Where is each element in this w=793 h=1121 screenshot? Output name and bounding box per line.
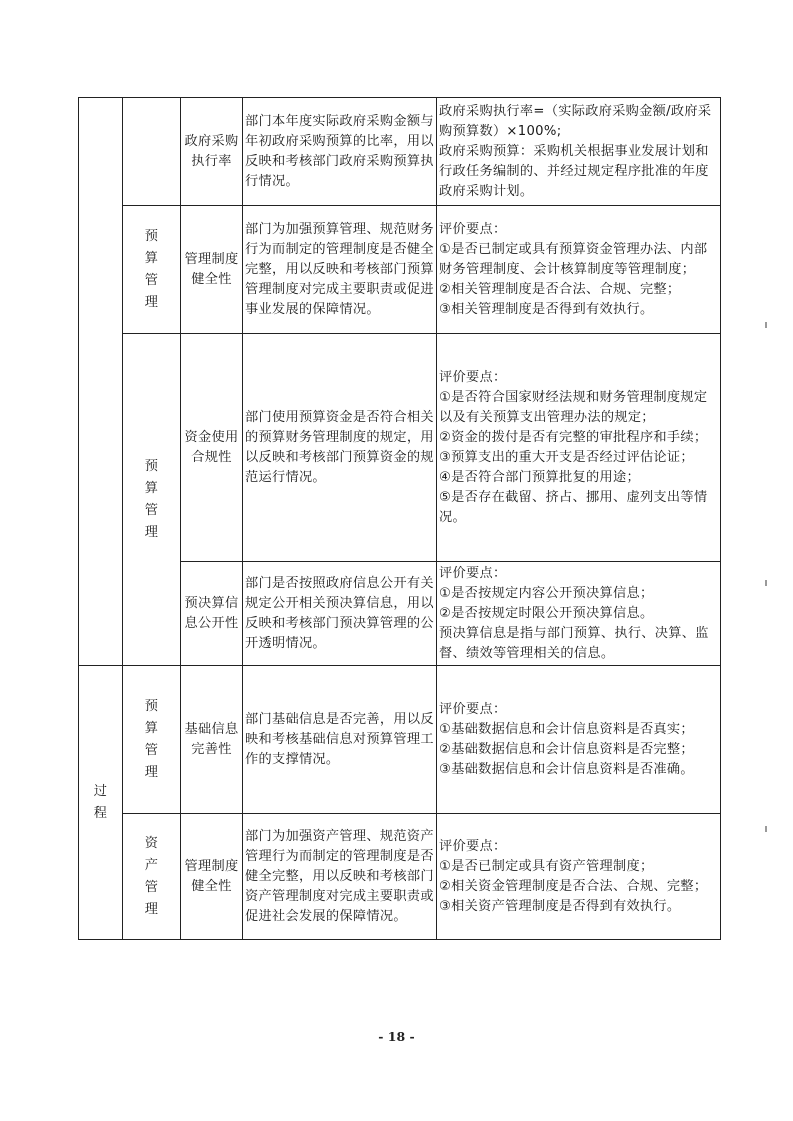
explanation-text: 部门使用预算资金是否符合相关的预算财务管理制度的规定，用以反映和考核部门预算资金的规范运行情况。	[245, 409, 434, 485]
category-cell	[123, 206, 181, 334]
category-cell	[123, 334, 181, 666]
criteria-text: 评价要点： ①是否已制定或具有预算资金管理办法、内部财务管理制度、会计核算制度等管理制度； ②相关管理制度是否合法、合规、完整； ③相关管理制度是否得到有效执行。	[439, 221, 708, 317]
indicator-text: 政府采购执行率	[184, 133, 239, 169]
indicator-cell	[181, 98, 243, 206]
criteria-text: 评价要点： ①是否按规定内容公开预决算信息； ②是否按规定时限公开预决算信息。 预决算信息是指与部门预算、执行、决算、监督、绩效等管理相关的信息。	[439, 565, 709, 661]
criteria-text: 评价要点： ①基础数据信息和会计信息资料是否真实； ②基础数据信息和会计信息资料是否完整； ③基础数据信息和会计信息资料是否准确。	[439, 701, 694, 777]
indicator-cell	[181, 562, 243, 666]
scan-mark	[765, 580, 767, 586]
page-number: - 18 -	[378, 1029, 415, 1044]
explanation-text: 部门为加强预算管理、规范财务行为而制定的管理制度是否健全完整，用以反映和考核部门预算管理制度对完成主要职责或促进事业发展的保障情况。	[245, 221, 434, 317]
category-cell	[123, 814, 181, 940]
explanation-text: 部门基础信息是否完善，用以反映和考核基础信息对预算管理工作的支撑情况。	[245, 711, 434, 767]
explanation-cell	[243, 334, 437, 562]
scan-mark	[765, 826, 767, 832]
explanation-cell	[243, 98, 437, 206]
criteria-cell	[437, 206, 721, 334]
criteria-text: 评价要点： ①是否已制定或具有资产管理制度； ②相关资金管理制度是否合法、合规、完整； ③相关资产管理制度是否得到有效执行。	[439, 838, 708, 914]
table-row	[79, 334, 721, 562]
indicator-cell	[181, 814, 243, 940]
explanation-cell	[243, 562, 437, 666]
category-cell-blank	[123, 98, 181, 206]
category-text: 预算管理	[144, 458, 159, 540]
indicator-text: 资金使用合规性	[184, 429, 239, 465]
category-text: 预算管理	[144, 228, 159, 310]
table-row	[79, 814, 721, 940]
explanation-text: 部门本年度实际政府采购金额与年初政府采购预算的比率，用以反映和考核部门政府采购预算执行情况。	[245, 113, 434, 189]
criteria-cell	[437, 666, 721, 814]
explanation-cell	[243, 814, 437, 940]
category-text: 预算管理	[144, 698, 159, 780]
criteria-text: 评价要点： ①是否符合国家财经法规和财务管理制度规定以及有关预算支出管理办法的规定； ②资金的拨付是否有完整的审批程序和手续； ③预算支出的重大开支是否经过评估论证； ④是否符合部门预算批复的用途； ⑤是否存在截留、挤占、挪用、虚列支出等情况。	[439, 369, 708, 525]
indicator-cell	[181, 334, 243, 562]
evaluation-table	[78, 97, 721, 940]
criteria-cell	[437, 562, 721, 666]
table-row	[79, 666, 721, 814]
indicator-text: 基础信息完善性	[184, 721, 239, 757]
criteria-cell	[437, 334, 721, 562]
stage-text: 过程	[93, 783, 108, 821]
indicator-text: 管理制度健全性	[184, 858, 239, 894]
indicator-cell	[181, 666, 243, 814]
criteria-cell	[437, 814, 721, 940]
criteria-cell	[437, 98, 721, 206]
category-text: 资产管理	[144, 835, 159, 917]
explanation-cell	[243, 666, 437, 814]
indicator-text: 管理制度健全性	[184, 251, 239, 287]
stage-cell	[79, 666, 123, 940]
stage-cell-blank	[79, 98, 123, 666]
category-cell	[123, 666, 181, 814]
explanation-text: 部门是否按照政府信息公开有关规定公开相关预决算信息，用以反映和考核部门预决算管理的公开透明情况。	[245, 575, 434, 651]
table-row	[79, 98, 721, 206]
explanation-cell	[243, 206, 437, 334]
scan-mark	[765, 322, 767, 328]
indicator-cell	[181, 206, 243, 334]
table-row	[79, 206, 721, 334]
indicator-text: 预决算信息公开性	[184, 595, 239, 631]
explanation-text: 部门为加强资产管理、规范资产管理行为而制定的管理制度是否健全完整，用以反映和考核部门资产管理制度对完成主要职责或促进社会发展的保障情况。	[245, 828, 434, 924]
criteria-text: 政府采购执行率=（实际政府采购金额/政府采购预算数）×100%; 政府采购预算：采购机关根据事业发展计划和行政任务编制的、并经过规定程序批准的年度政府采购计划。	[439, 103, 712, 199]
